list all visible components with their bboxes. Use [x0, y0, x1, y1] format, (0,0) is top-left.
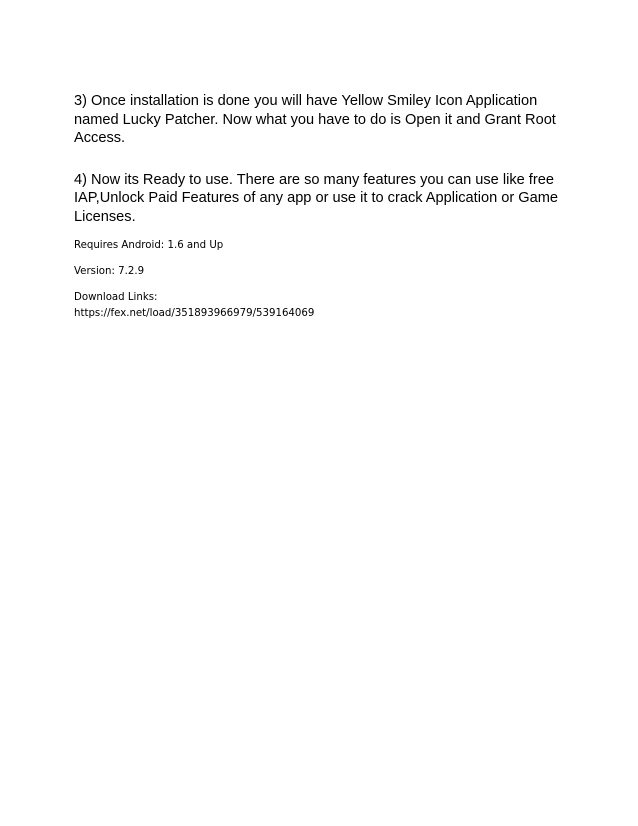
step-4-paragraph: 4) Now its Ready to use. There are so many features you can use like free IAP,Unlock Paid Features of any app or use it to crack Application or Game Licenses. — [74, 171, 559, 225]
download-link[interactable]: https://fex.net/load/351893966979/539164069 — [74, 308, 315, 319]
document-body — [74, 92, 574, 321]
requires-android-text: Requires Android: 1.6 and Up — [74, 240, 224, 251]
version-text: Version: 7.2.9 — [74, 266, 145, 277]
step-3-paragraph: 3) Once installation is done you will have Yellow Smiley Icon Application named Lucky Patcher. Now what you have to do is Open it and Grant Root Access. — [74, 93, 556, 146]
download-links-label: Download Links: — [74, 292, 158, 303]
